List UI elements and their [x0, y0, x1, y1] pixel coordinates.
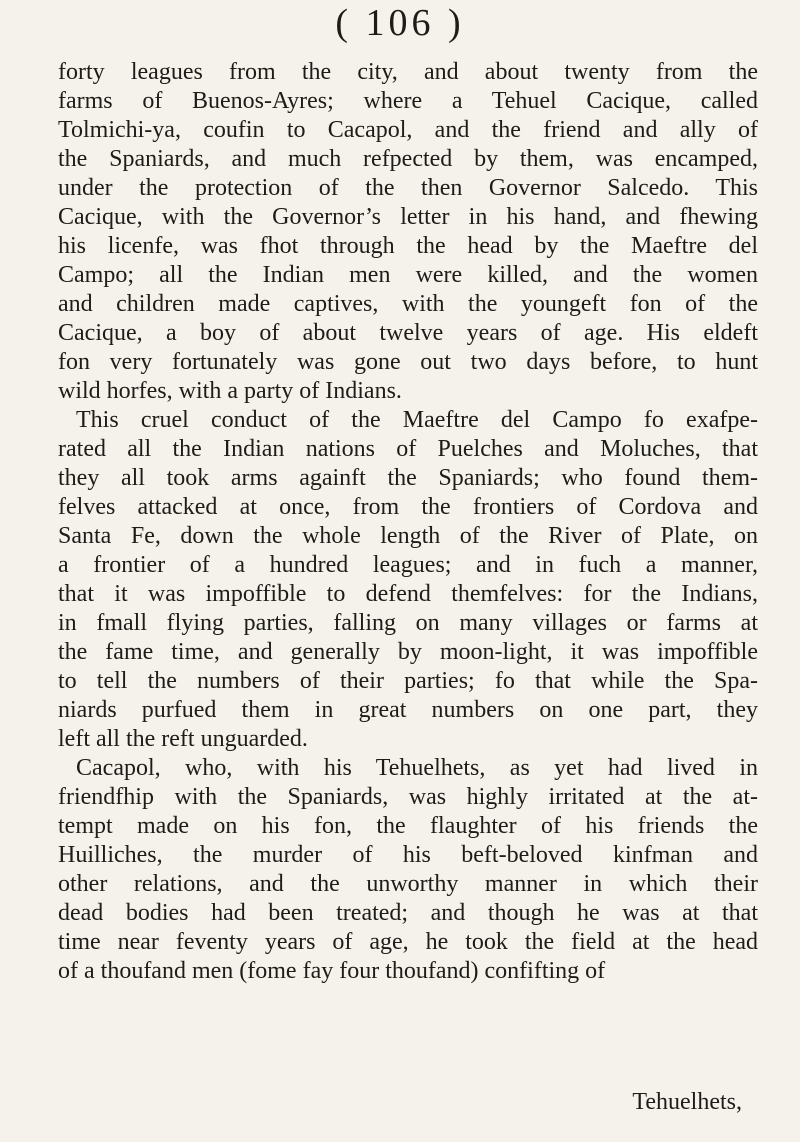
text-line: a frontier of a hundred leagues; and in fuch a manner,	[58, 552, 758, 578]
text-line: to tell the numbers of their parties; fo that while the Spa-	[58, 668, 758, 694]
page-number: ( 106 )	[335, 2, 465, 44]
text-line: Huilliches, the murder of his beft-beloved kinfman and	[58, 842, 758, 868]
text-line: under the protection of the then Governor Salcedo. This	[58, 175, 758, 201]
text-line: and children made captives, with the youngeft fon of the	[58, 291, 758, 317]
text-line: Cacique, a boy of about twelve years of age. His eldeft	[58, 320, 758, 346]
text-line: Cacapol, who, with his Tehuelhets, as yet had lived in	[76, 755, 758, 781]
text-line: tempt made on his fon, the flaughter of his friends the	[58, 813, 758, 839]
text-line: of a thoufand men (fome fay four thoufand) confifting of	[58, 958, 606, 984]
text-line: wild horfes, with a party of Indians.	[58, 378, 402, 404]
text-line: they all took arms againft the Spaniards; who found them-	[58, 465, 758, 491]
text-line: This cruel conduct of the Maeftre del Campo fo exafpe-	[76, 407, 758, 433]
text-line: left all the reft unguarded.	[58, 726, 308, 752]
text-line: the fame time, and generally by moon-light, it was impoffible	[58, 639, 758, 665]
text-line: Tolmichi-ya, coufin to Cacapol, and the friend and ally of	[58, 117, 758, 143]
text-line: that it was impoffible to defend themfelves: for the Indians,	[58, 581, 758, 607]
text-line: fon very fortunately was gone out two days before, to hunt	[58, 349, 758, 375]
text-line: Campo; all the Indian men were killed, and the women	[58, 262, 758, 288]
text-line: dead bodies had been treated; and though he was at that	[58, 900, 758, 926]
text-line: time near feventy years of age, he took the field at the head	[58, 929, 758, 955]
text-line: rated all the Indian nations of Puelches and Moluches, that	[58, 436, 758, 462]
text-line: forty leagues from the city, and about twenty from the	[58, 59, 758, 85]
text-line: niards purfued them in great numbers on one part, they	[58, 697, 758, 723]
text-line: other relations, and the unworthy manner in which their	[58, 871, 758, 897]
text-line: friendfhip with the Spaniards, was highly irritated at the at-	[58, 784, 758, 810]
text-line: farms of Buenos-Ayres; where a Tehuel Cacique, called	[58, 88, 758, 114]
catchword: Tehuelhets,	[632, 1089, 742, 1115]
text-line: in fmall flying parties, falling on many villages or farms at	[58, 610, 758, 636]
text-line: felves attacked at once, from the frontiers of Cordova and	[58, 494, 758, 520]
text-line: his licenfe, was fhot through the head by the Maeftre del	[58, 233, 758, 259]
text-line: Cacique, with the Governor’s letter in his hand, and fhewing	[58, 204, 758, 230]
text-line: Santa Fe, down the whole length of the River of Plate, on	[58, 523, 758, 549]
body-text	[58, 58, 758, 986]
text-line: the Spaniards, and much refpected by them, was encamped,	[58, 146, 758, 172]
